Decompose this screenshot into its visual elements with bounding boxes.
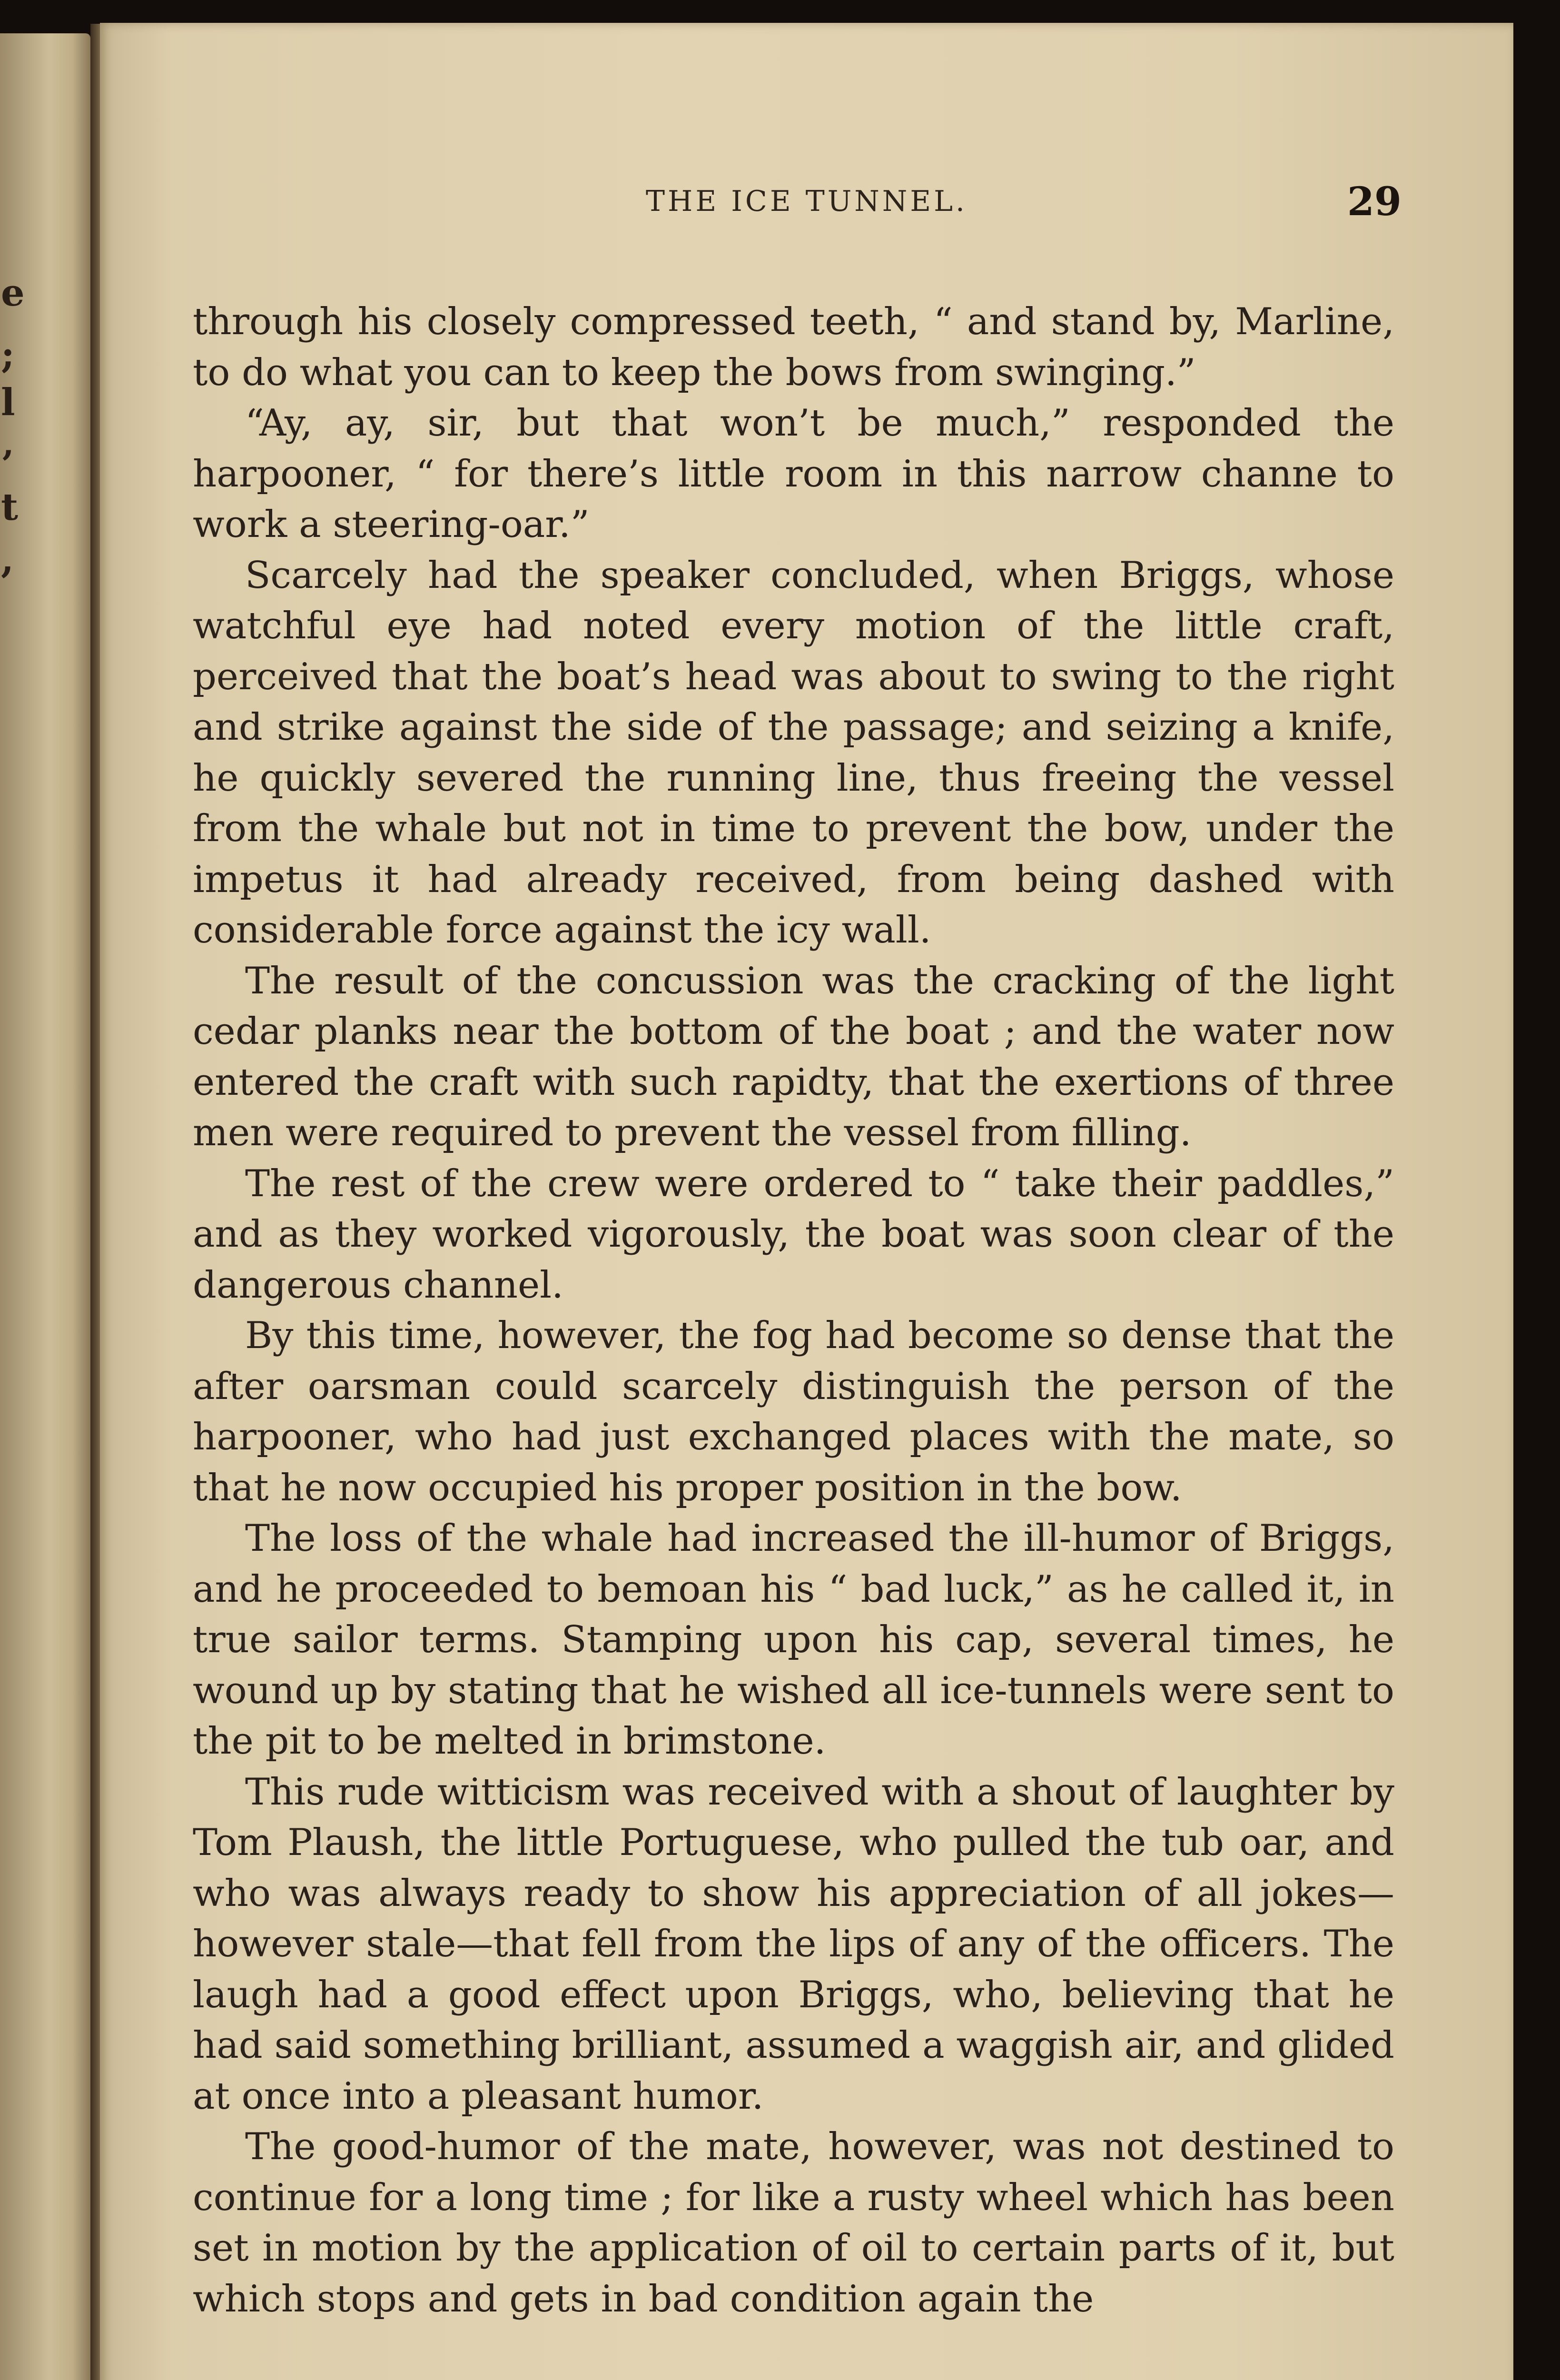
left-page-edge xyxy=(0,33,90,2380)
paragraph: The loss of the whale had increased the ill-humor of Briggs, and he proceeded to bemoan his “ bad luck,” as he called it, in true sailor terms. Stamping upon his cap, several times, he wound up by stating that he wished all ice-tunnels were sent to the pit to be melted in brimstone. xyxy=(193,1517,1394,1763)
left-page-fragment: t xyxy=(1,486,19,529)
left-page-fragment: e xyxy=(1,271,25,315)
page-body xyxy=(193,297,1394,2324)
paragraph: The rest of the crew were ordered to “ take their paddles,” and as they worked vigorously, the boat was soon clear of the dangerous channel. xyxy=(193,1162,1394,1307)
paragraph: “Ay, ay, sir, but that won’t be much,” responded the harpooner, “ for there’s little room in this narrow channe to work a steering-oar.” xyxy=(193,402,1394,546)
paragraph: through his closely compressed teeth, “ and stand by, Marline, to do what you can to keep the bows from swinging.” xyxy=(193,300,1394,394)
book-page xyxy=(100,23,1513,2380)
paragraph: This rude witticism was received with a shout of laughter by Tom Plaush, the little Portuguese, who pulled the tub oar, and who was always ready to show his appreciation of all jokes—however stale—that fell from the lips of any of the officers. The laugh had a good effect upon Briggs, who, believing that he had said something brilliant, assumed a waggish air, and glided at once into a pleasant humor. xyxy=(193,1770,1394,2118)
left-page-fragment: , xyxy=(1,538,14,581)
page-number: 29 xyxy=(1347,179,1402,225)
paragraph: By this time, however, the fog had become so dense that the after oarsman could scarcely distinguish the person of the harpooner, who had just exchanged places with the mate, so that he now occupied his proper position in the bow. xyxy=(193,1314,1394,1509)
page-header xyxy=(100,179,1513,242)
left-page-fragment: l xyxy=(1,381,15,424)
left-page-fragment: ; xyxy=(1,333,15,377)
paragraph: The result of the concussion was the cracking of the light cedar planks near the bottom of the boat ; and the water now entered the craft with such rapidty, that the exertions of three men were required to prevent the vessel from filling. xyxy=(193,959,1394,1154)
left-page-fragment: ’ xyxy=(1,443,14,486)
running-head: THE ICE TUNNEL. xyxy=(646,185,968,218)
paragraph: Scarcely had the speaker concluded, when Briggs, whose watchful eye had noted every motion of the little craft, perceived that the boat’s head was about to swing to the right and strike against the side of the passage; and seizing a knife, he quickly severed the running line, thus freeing the vessel from the whale but not in time to prevent the bow, under the impetus it had already received, from being dashed with considerable force against the icy wall. xyxy=(193,554,1394,952)
paragraph: The good-humor of the mate, however, was not destined to continue for a long time ; for like a rusty wheel which has been set in motion by the application of oil to certain parts of it, but which stops and gets in bad condition again the xyxy=(193,2125,1394,2320)
